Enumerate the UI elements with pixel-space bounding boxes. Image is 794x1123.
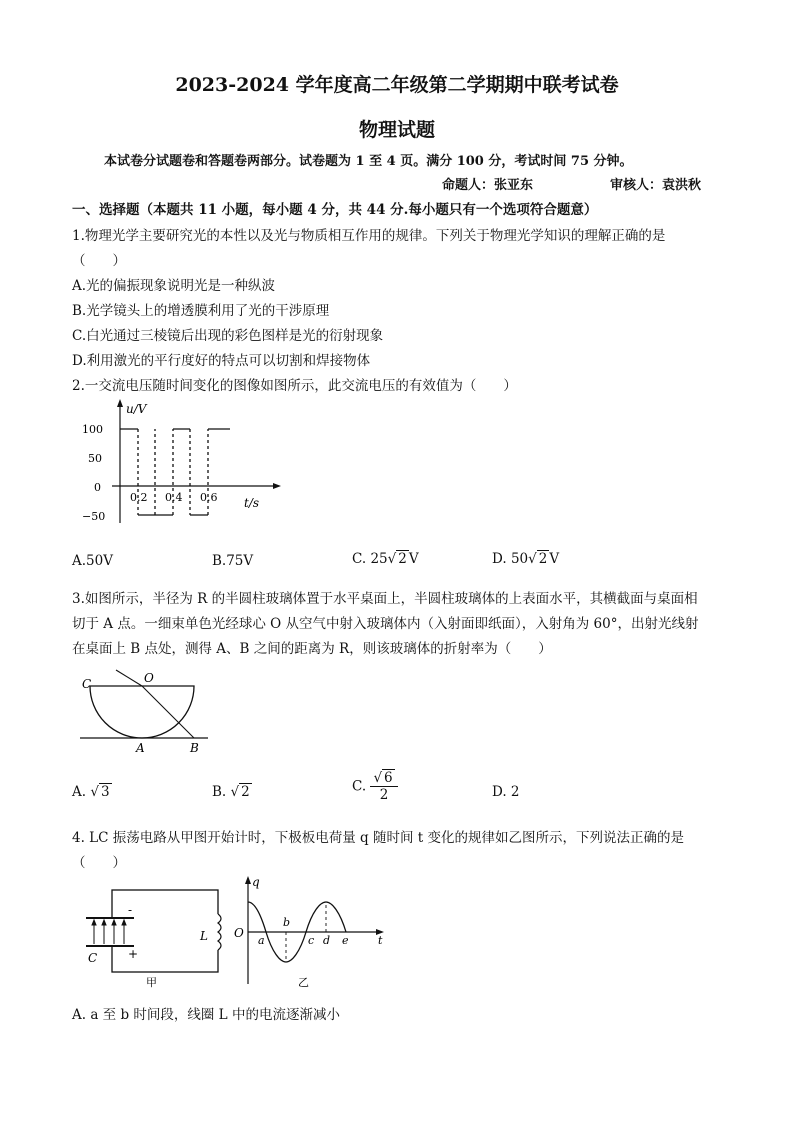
- label-O: O: [144, 671, 154, 685]
- label-q: q: [252, 875, 260, 889]
- label-C: C: [82, 677, 92, 691]
- q3-option-c: C. $\frac{√ 6}{2}$: [352, 770, 398, 803]
- q1-paren: （ ）: [72, 253, 126, 269]
- author: 命题人：张亚东: [442, 178, 534, 193]
- exam-title: 2023-2024 学年度高二年级第二学期期中联考试卷: [175, 74, 619, 96]
- label-A: A: [136, 741, 145, 755]
- label-C: C: [88, 951, 98, 965]
- ytick-100: 100: [82, 423, 103, 436]
- label-L: L: [200, 929, 208, 943]
- label-B: B: [190, 741, 199, 755]
- q3-option-d: D. 2: [492, 784, 520, 800]
- y-axis-label: u/V: [126, 402, 147, 416]
- label-c: c: [308, 934, 315, 947]
- q2-option-c: C. 25√ 2 V: [352, 551, 419, 567]
- q2-option-a: A.50V: [72, 553, 113, 569]
- x-axis-label: t/s: [244, 496, 260, 510]
- q3-glass-figure: [76, 668, 216, 758]
- label-t: t: [378, 934, 383, 947]
- label-e: e: [342, 934, 349, 947]
- caption-jia: 甲: [146, 976, 157, 989]
- x-axis-arrow: [273, 483, 281, 489]
- y-axis-arrow: [117, 399, 123, 407]
- exam-subtitle: 物理试题: [358, 119, 435, 141]
- reviewer: 审核人：袁洪秋: [610, 178, 702, 193]
- q2-voltage-graph: [72, 395, 282, 535]
- label-d: d: [323, 934, 331, 947]
- xtick-0.2: 0.2: [130, 491, 148, 504]
- q3-option-a: A. √ 3: [72, 784, 110, 800]
- refracted-ray: [142, 686, 194, 738]
- q4-circuit-figure: [76, 878, 226, 990]
- q3-stem-line3: 在桌面上 B 点处，测得 A、B 之间的距离为 R，则该玻璃体的折射率为（ ）: [72, 641, 552, 657]
- q1-option-c: C.白光通过三棱镜后出现的彩色图样是光的衍射现象: [72, 328, 384, 344]
- q1-option-d: D.利用激光的平行度好的特点可以切割和焊接物体: [72, 353, 371, 369]
- q1-option-b: B.光学镜头上的增透膜利用了光的干涉原理: [72, 303, 330, 319]
- q1-option-a: A.光的偏振现象说明光是一种纵波: [72, 278, 276, 294]
- ytick-0: 0: [94, 481, 101, 494]
- q3-stem-line2: 切于 A 点。一细束单色光经球心 O 从空气中射入玻璃体内（入射面即纸面），入射角为 60°，出射光线射: [72, 616, 699, 632]
- plus-sign: +: [128, 947, 139, 961]
- q4-charge-graph: [228, 874, 390, 992]
- caption-yi: 乙: [298, 976, 309, 989]
- q-axis-arrow: [245, 876, 251, 884]
- incident-ray: [116, 670, 142, 686]
- label-a: a: [258, 934, 265, 947]
- ytick-50: 50: [88, 452, 102, 465]
- q3-stem-line1: 3.如图所示，半径为 R 的半圆柱玻璃体置于水平桌面上，半圆柱玻璃体的上表面水平，其横截面与桌面相: [72, 591, 698, 607]
- q4-option-a: A. a 至 b 时间段，线圈 L 中的电流逐渐减小: [72, 1007, 340, 1023]
- q1-stem: 1.物理光学主要研究光的本性以及光与物质相互作用的规律。下列关于物理光学知识的理解正确的是: [72, 228, 666, 244]
- label-O: O: [234, 926, 244, 940]
- semicircle: [90, 686, 194, 738]
- q2-option-d: D. 50√ 2 V: [492, 551, 560, 567]
- section-heading: 一、选择题（本题共 11 小题，每小题 4 分，共 44 分.每小题只有一个选项符合题意）: [72, 202, 598, 218]
- exam-note: 本试卷分试题卷和答题卷两部分。试卷题为 1 至 4 页。满分 100 分，考试时间 75 分钟。: [104, 154, 633, 169]
- minus-sign: -: [128, 903, 133, 917]
- q4-stem: 4. LC 振荡电路从甲图开始计时，下极板电荷量 q 随时间 t 变化的规律如乙图所示，下列说法正确的是: [72, 830, 684, 846]
- q2-option-b: B.75V: [212, 553, 254, 569]
- q4-paren: （ ）: [72, 855, 126, 871]
- q3-option-b: B. √ 2: [212, 784, 250, 800]
- ytick-neg50: −50: [82, 510, 106, 523]
- xtick-0.6: 0.6: [200, 491, 218, 504]
- xtick-0.4: 0.4: [165, 491, 183, 504]
- q2-stem: 2.一交流电压随时间变化的图像如图所示，此交流电压的有效值为（ ）: [72, 378, 517, 394]
- label-b: b: [283, 916, 291, 929]
